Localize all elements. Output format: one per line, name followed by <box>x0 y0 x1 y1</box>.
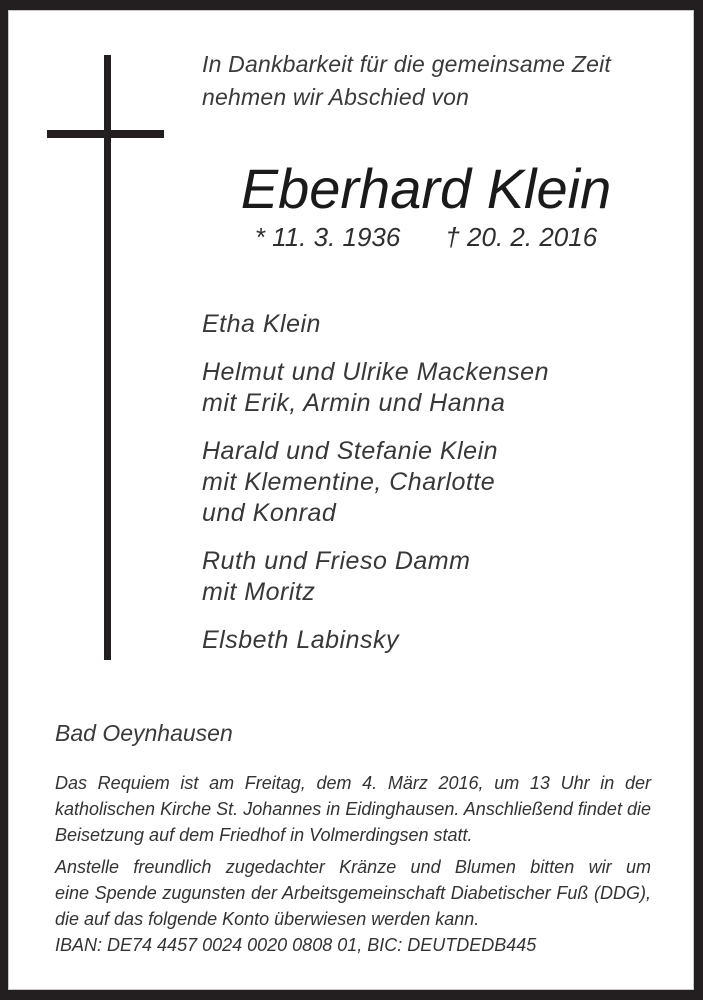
city-name: Bad Oeynhausen <box>55 720 233 746</box>
death-date: † 20. 2. 2016 <box>445 222 598 252</box>
mourner-group <box>202 546 662 608</box>
mourner-group <box>202 309 662 340</box>
mourner-line: Helmut und Ulrike Mackensen <box>202 358 549 386</box>
service-paragraph <box>55 770 651 848</box>
mourner-group <box>202 436 662 529</box>
mourner-line: und Konrad <box>202 499 337 527</box>
service-line: Das Requiem ist am Freitag, dem 4. März 2016, um 13 Uhr in der <box>55 773 651 793</box>
cross-icon-vertical-bar <box>104 55 111 660</box>
mourner-group <box>202 625 662 656</box>
cross-icon-horizontal-bar <box>47 130 164 138</box>
service-line: katholischen Kirche St. Johannes in Eidinghausen. Anschließend findet die <box>55 799 651 819</box>
mourner-line: Harald und Stefanie Klein <box>202 437 499 465</box>
mourner-group <box>202 357 662 419</box>
mourner-line: Elsbeth Labinsky <box>202 626 400 654</box>
donation-line: die auf das folgende Konto überwiesen werden kann. <box>55 909 480 929</box>
donation-paragraph <box>55 854 651 932</box>
intro-line-1: In Dankbarkeit für die gemeinsame Zeit <box>202 51 612 77</box>
mourner-line: Ruth und Frieso Damm <box>202 547 471 575</box>
service-line: Beisetzung auf dem Friedhof in Volmerdingsen statt. <box>55 825 473 845</box>
bank-details: IBAN: DE74 4457 0024 0020 0808 01, BIC: DEUTDEDB445 <box>55 935 537 955</box>
intro-text <box>202 48 672 114</box>
mourners-list <box>202 309 662 673</box>
life-dates <box>202 222 650 253</box>
donation-line: eine Spende zugunsten der Arbeitsgemeinschaft Diabetischer Fuß (DDG), <box>55 883 651 903</box>
birth-date: * 11. 3. 1936 <box>254 222 401 252</box>
deceased-name: Eberhard Klein <box>240 157 612 220</box>
mourner-line: Etha Klein <box>202 310 321 338</box>
funeral-details <box>55 720 651 958</box>
mourner-line: mit Erik, Armin und Hanna <box>202 389 506 417</box>
mourner-line: mit Moritz <box>202 578 316 606</box>
mourner-line: mit Klementine, Charlotte <box>202 468 496 496</box>
intro-line-2: nehmen wir Abschied von <box>202 84 470 110</box>
donation-line: Anstelle freundlich zugedachter Kränze und Blumen bitten wir um <box>55 857 651 877</box>
